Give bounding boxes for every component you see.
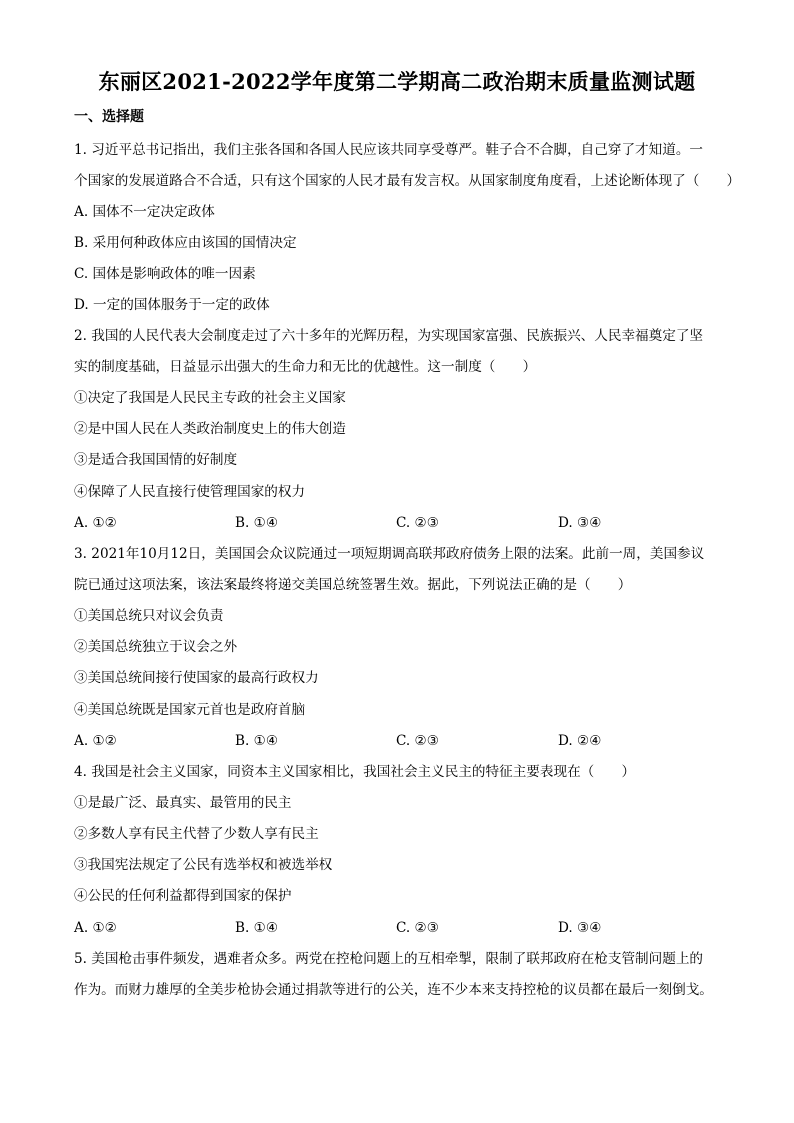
q4-item-1: ①是最广泛、最真实、最管用的民主 bbox=[74, 795, 292, 811]
q5-stem-line1: 5. 美国枪击事件频发，遇难者众多。两党在控枪问题上的互相牵掣，限制了联邦政府在枪支管制问题上的 bbox=[74, 951, 704, 967]
q2-choice-c: C. ②③ bbox=[396, 515, 439, 531]
q3-stem-line1: 3. 2021年10月12日，美国国会众议院通过一项短期调高联邦政府债务上限的法案。此前一周，美国参议 bbox=[74, 546, 705, 562]
exam-title: 东丽区2021-2022学年度第二学期高二政治期末质量监测试题 bbox=[98, 69, 696, 94]
q2-item-2: ②是中国人民在人类政治制度史上的伟大创造 bbox=[74, 421, 346, 437]
q4-stem-line1: 4. 我国是社会主义国家，同资本主义国家相比，我国社会主义民主的特征主要表现在（ ） bbox=[74, 764, 636, 780]
q4-choice-d: D. ③④ bbox=[558, 920, 602, 936]
q2-item-3: ③是适合我国国情的好制度 bbox=[74, 452, 238, 468]
q1-option-c: C. 国体是影响政体的唯一因素 bbox=[74, 266, 256, 282]
q2-stem-line2: 实的制度基础，日益显示出强大的生命力和无比的优越性。这一制度（ ） bbox=[74, 359, 537, 375]
q1-option-a: A. 国体不一定决定政体 bbox=[74, 204, 215, 220]
q2-choice-a: A. ①② bbox=[74, 515, 117, 531]
q4-choice-a: A. ①② bbox=[74, 920, 117, 936]
q3-choice-a: A. ①② bbox=[74, 733, 117, 749]
q5-stem-line2: 作为。而财力雄厚的全美步枪协会通过捐款等进行的公关，连不少本来支持控枪的议员都在最后一刻倒戈。 bbox=[74, 982, 713, 998]
q3-choice-d: D. ②④ bbox=[558, 733, 602, 749]
q1-stem-line2: 个国家的发展道路合不合适，只有这个国家的人民才最有发言权。从国家制度角度看，上述论断体现了（ ） bbox=[74, 173, 741, 189]
q2-item-4: ④保障了人民直接行使管理国家的权力 bbox=[74, 484, 306, 500]
q3-item-3: ③美国总统间接行使国家的最高行政权力 bbox=[74, 670, 319, 686]
q4-choice-c: C. ②③ bbox=[396, 920, 439, 936]
q2-choice-d: D. ③④ bbox=[558, 515, 602, 531]
q2-stem-line1: 2. 我国的人民代表大会制度走过了六十多年的光辉历程，为实现国家富强、民族振兴、人民幸福奠定了坚 bbox=[74, 328, 704, 344]
q2-choices bbox=[74, 513, 734, 533]
q3-choices bbox=[74, 731, 734, 751]
q1-stem-line1: 1. 习近平总书记指出，我们主张各国和各国人民应该共同享受尊严。鞋子合不合脚，自己穿了才知道。一 bbox=[74, 142, 704, 158]
q4-choice-b: B. ①④ bbox=[235, 920, 279, 936]
section-heading: 一、选择题 bbox=[74, 109, 144, 125]
q3-item-1: ①美国总统只对议会负责 bbox=[74, 608, 224, 624]
q4-choices bbox=[74, 918, 734, 938]
q4-item-2: ②多数人享有民主代替了少数人享有民主 bbox=[74, 826, 319, 842]
q3-stem-line2: 院已通过这项法案，该法案最终将递交美国总统签署生效。据此，下列说法正确的是（ ） bbox=[74, 577, 632, 593]
q3-choice-b: B. ①④ bbox=[235, 733, 279, 749]
q1-option-d: D. 一定的国体服务于一定的政体 bbox=[74, 297, 270, 313]
q3-item-2: ②美国总统独立于议会之外 bbox=[74, 639, 238, 655]
q3-item-4: ④美国总统既是国家元首也是政府首脑 bbox=[74, 702, 306, 718]
q4-item-3: ③我国宪法规定了公民有选举权和被选举权 bbox=[74, 857, 333, 873]
q3-choice-c: C. ②③ bbox=[396, 733, 439, 749]
q2-item-1: ①决定了我国是人民民主专政的社会主义国家 bbox=[74, 390, 346, 406]
q4-item-4: ④公民的任何利益都得到国家的保护 bbox=[74, 888, 292, 904]
q2-choice-b: B. ①④ bbox=[235, 515, 279, 531]
q1-option-b: B. 采用何种政体应由该国的国情决定 bbox=[74, 235, 297, 251]
